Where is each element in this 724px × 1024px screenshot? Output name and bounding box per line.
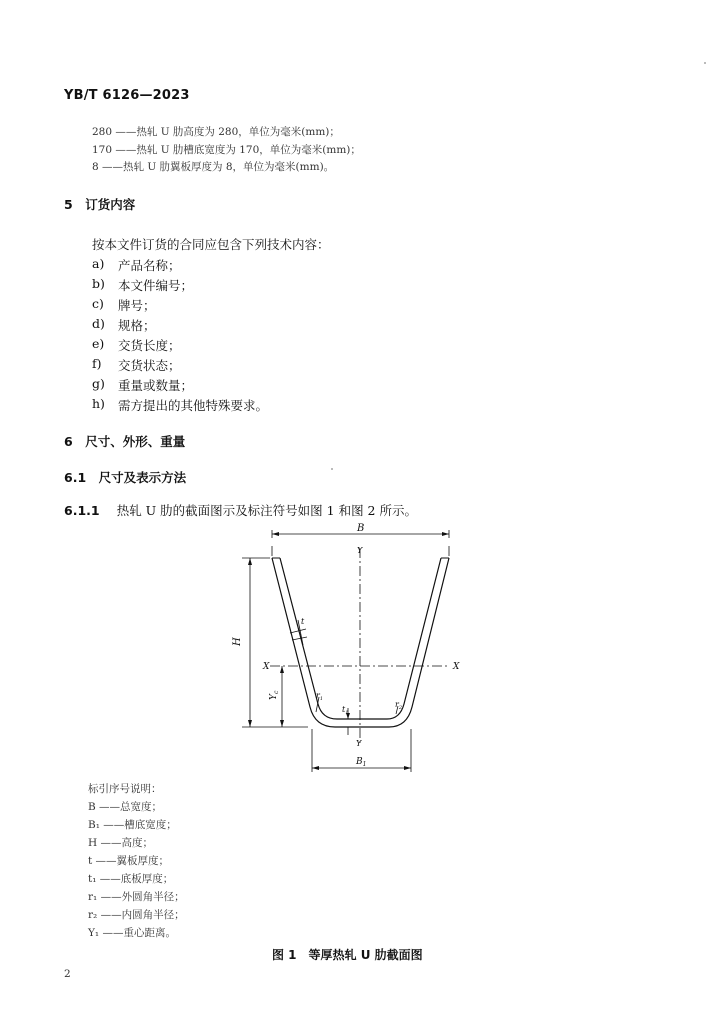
legend-item: Y₁ ——重心距离。 xyxy=(88,927,176,939)
list-item-label: g) xyxy=(92,376,105,391)
legend-title: 标引序号说明： xyxy=(88,783,162,795)
figure-caption: 图 1 等厚热轧 U 肋截面图 xyxy=(272,948,423,962)
label-t: t xyxy=(301,617,305,626)
thickness-t-marker xyxy=(290,620,307,645)
list-item-text: 交货状态； xyxy=(118,358,181,373)
u-rib-profile xyxy=(272,558,449,727)
list-item-label: e) xyxy=(92,336,105,351)
label-t1: $t_1$ xyxy=(342,705,349,716)
page-number: 2 xyxy=(64,968,71,980)
list-item-label: c) xyxy=(92,296,104,311)
label-r2: $r_2$ xyxy=(395,700,403,711)
list-item-label: a) xyxy=(92,256,105,271)
u-rib-cross-section-figure xyxy=(0,516,724,776)
label-y-bottom: Y xyxy=(356,739,362,748)
list-item-text: 重量或数量； xyxy=(118,378,194,393)
label-x-left: X xyxy=(263,662,270,672)
list-item-text: 产品名称； xyxy=(118,258,181,273)
label-r1: $r_1$ xyxy=(316,691,324,702)
label-y-top: Y xyxy=(357,546,363,555)
section-6-1-1-number: 6.1.1 xyxy=(64,503,100,518)
label-x-right: X xyxy=(453,662,460,672)
list-item-text: 交货长度； xyxy=(118,338,181,353)
legend-item: B₁ ——槽底宽度； xyxy=(88,819,177,831)
label-h: H xyxy=(232,637,243,646)
list-item-label: b) xyxy=(92,276,105,291)
example-note-bottom-width: 170 ——热轧 U 肋槽底宽度为 170，单位为毫米(mm)； xyxy=(92,144,361,156)
legend-item: r₁ ——外圆角半径； xyxy=(88,891,185,903)
scan-speck xyxy=(331,468,333,470)
label-b: B xyxy=(357,523,365,534)
list-item-text: 规格； xyxy=(118,318,156,333)
scan-speck xyxy=(704,62,706,64)
list-item-label: h) xyxy=(92,396,105,411)
example-note-thickness: 8 ——热轧 U 肋翼板厚度为 8，单位为毫米(mm)。 xyxy=(92,161,335,173)
dimension-yc xyxy=(280,666,284,727)
dimension-h xyxy=(242,558,308,727)
list-item-label: d) xyxy=(92,316,105,331)
label-yc: $Y_c$ xyxy=(269,690,280,700)
legend-item: H ——高度； xyxy=(88,837,153,849)
standard-number: YB/T 6126—2023 xyxy=(64,88,190,103)
label-b1: $B_1$ xyxy=(356,757,367,768)
list-item-text: 牌号； xyxy=(118,298,156,313)
section-5-heading: 5 订货内容 xyxy=(64,197,136,212)
legend-item: t ——翼板厚度； xyxy=(88,855,170,867)
list-item-text: 需方提出的其他特殊要求。 xyxy=(118,398,269,413)
section-5-intro: 按本文件订货的合同应包含下列技术内容： xyxy=(92,237,330,252)
section-6-heading: 6 尺寸、外形、重量 xyxy=(64,434,186,449)
legend-item: t₁ ——底板厚度； xyxy=(88,873,174,885)
legend-item: r₂ ——内圆角半径； xyxy=(88,909,185,921)
section-6-1-1-text: 热轧 U 肋的截面图示及标注符号如图 1 和图 2 所示。 xyxy=(116,503,417,518)
example-note-height: 280 ——热轧 U 肋高度为 280，单位为毫米(mm)； xyxy=(92,126,340,138)
legend-item: B ——总宽度； xyxy=(88,801,163,813)
section-6-1-heading: 6.1 尺寸及表示方法 xyxy=(64,470,187,485)
list-item-label: f) xyxy=(92,356,102,371)
list-item-text: 本文件编号； xyxy=(118,278,194,293)
